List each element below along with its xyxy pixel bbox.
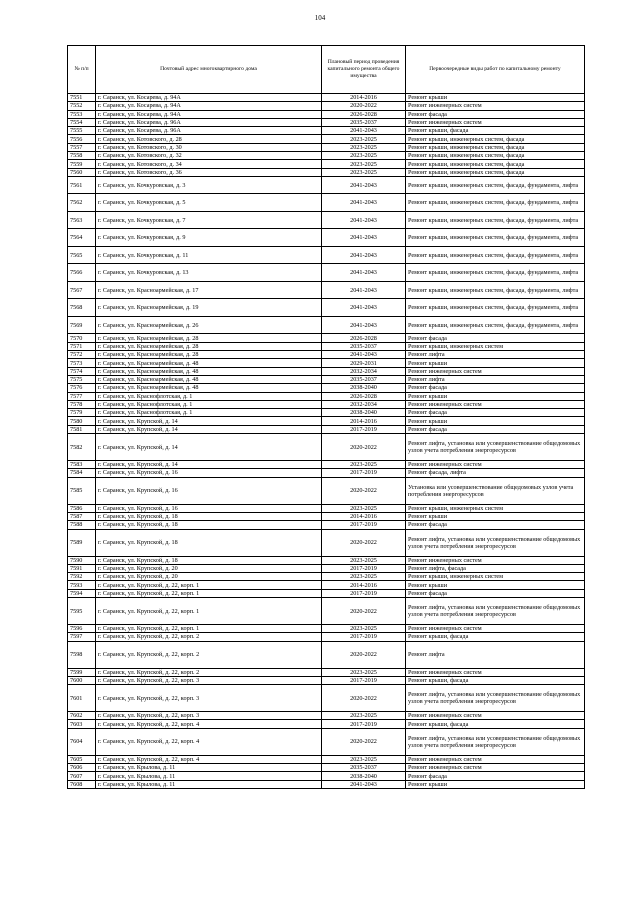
row-address: г. Саранск, ул. Крупской, д. 14 bbox=[96, 461, 322, 469]
row-works: Ремонт лифта, установка или усовершенствование общедомовых узлов учета потребления энергоресурсов bbox=[406, 434, 585, 461]
row-number: 7553 bbox=[68, 110, 96, 118]
row-period: 2041-2043 bbox=[322, 211, 406, 229]
table-row bbox=[68, 461, 585, 469]
row-address: г. Саранск, ул. Крупской, д. 16 bbox=[96, 477, 322, 504]
row-works: Ремонт фасада bbox=[406, 334, 585, 342]
row-period: 2017-2019 bbox=[322, 564, 406, 572]
row-address: г. Саранск, ул. Краснофлотская, д. 1 bbox=[96, 400, 322, 408]
row-works: Ремонт инженерных систем bbox=[406, 764, 585, 772]
row-works: Ремонт крыши, инженерных систем, фасада, фундамента, лифта bbox=[406, 316, 585, 334]
row-address: г. Саранск, ул. Красноармейская, д. 28 bbox=[96, 351, 322, 359]
row-period: 2026-2028 bbox=[322, 334, 406, 342]
row-number: 7573 bbox=[68, 359, 96, 367]
row-address: г. Саранск, ул. Крупской, д. 22, корп. 4 bbox=[96, 728, 322, 755]
row-number: 7586 bbox=[68, 504, 96, 512]
table-row bbox=[68, 469, 585, 477]
row-address: г. Саранск, ул. Красноармейская, д. 48 bbox=[96, 375, 322, 383]
table-row bbox=[68, 409, 585, 417]
row-period: 2017-2019 bbox=[322, 521, 406, 529]
table-row bbox=[68, 755, 585, 763]
table-row bbox=[68, 168, 585, 176]
row-number: 7567 bbox=[68, 281, 96, 299]
table-row bbox=[68, 504, 585, 512]
row-number: 7557 bbox=[68, 143, 96, 151]
row-address: г. Саранск, ул. Кочкуровская, д. 3 bbox=[96, 176, 322, 194]
row-works: Ремонт фасада bbox=[406, 589, 585, 597]
row-number: 7578 bbox=[68, 400, 96, 408]
row-number: 7604 bbox=[68, 728, 96, 755]
row-works: Ремонт крыши, инженерных систем, фасада, фундамента, лифта bbox=[406, 176, 585, 194]
row-address: г. Саранск, ул. Котовского, д. 36 bbox=[96, 168, 322, 176]
row-number: 7554 bbox=[68, 118, 96, 126]
table-header-row bbox=[68, 46, 585, 94]
row-works: Ремонт крыши bbox=[406, 94, 585, 102]
row-period: 2017-2019 bbox=[322, 720, 406, 728]
row-period: 2038-2040 bbox=[322, 772, 406, 780]
row-period: 2035-2037 bbox=[322, 118, 406, 126]
table-row bbox=[68, 772, 585, 780]
row-number: 7569 bbox=[68, 316, 96, 334]
table-row bbox=[68, 564, 585, 572]
row-period: 2020-2022 bbox=[322, 685, 406, 712]
table-row bbox=[68, 118, 585, 126]
row-period: 2035-2037 bbox=[322, 764, 406, 772]
row-number: 7585 bbox=[68, 477, 96, 504]
capital-repair-table bbox=[67, 45, 585, 789]
row-works: Ремонт крыши, инженерных систем, фасада, фундамента, лифта bbox=[406, 264, 585, 282]
row-address: г. Саранск, ул. Косарева, д. 96А bbox=[96, 127, 322, 135]
table-row bbox=[68, 521, 585, 529]
row-period: 2041-2043 bbox=[322, 246, 406, 264]
row-works: Ремонт крыши, фасада bbox=[406, 127, 585, 135]
row-works: Ремонт фасада bbox=[406, 110, 585, 118]
row-address: г. Саранск, ул. Крупской, д. 22, корп. 2 bbox=[96, 668, 322, 676]
row-works: Ремонт фасада bbox=[406, 772, 585, 780]
row-period: 2026-2028 bbox=[322, 110, 406, 118]
row-period: 2041-2043 bbox=[322, 264, 406, 282]
row-number: 7599 bbox=[68, 668, 96, 676]
row-address: г. Саранск, ул. Крупской, д. 22, корп. 3 bbox=[96, 685, 322, 712]
row-works: Ремонт крыши bbox=[406, 392, 585, 400]
row-number: 7559 bbox=[68, 160, 96, 168]
table-row bbox=[68, 676, 585, 684]
row-address: г. Саранск, ул. Кочкуровская, д. 11 bbox=[96, 246, 322, 264]
row-address: г. Саранск, ул. Крупской, д. 18 bbox=[96, 521, 322, 529]
row-works: Ремонт лифта bbox=[406, 375, 585, 383]
table-row bbox=[68, 384, 585, 392]
row-works: Ремонт крыши, инженерных систем, фасада, фундамента, лифта bbox=[406, 211, 585, 229]
row-number: 7566 bbox=[68, 264, 96, 282]
row-number: 7552 bbox=[68, 102, 96, 110]
table-row bbox=[68, 229, 585, 247]
row-address: г. Саранск, ул. Кочкуровская, д. 5 bbox=[96, 194, 322, 212]
table-row bbox=[68, 417, 585, 425]
row-period: 2041-2043 bbox=[322, 299, 406, 317]
table-row bbox=[68, 194, 585, 212]
row-works: Ремонт инженерных систем bbox=[406, 625, 585, 633]
row-works: Ремонт инженерных систем bbox=[406, 668, 585, 676]
page-number: 104 bbox=[314, 14, 326, 22]
row-address: г. Саранск, ул. Косарева, д. 94А bbox=[96, 94, 322, 102]
row-number: 7608 bbox=[68, 780, 96, 788]
row-address: г. Саранск, ул. Крупской, д. 22, корп. 2 bbox=[96, 633, 322, 641]
row-period: 2017-2019 bbox=[322, 676, 406, 684]
row-number: 7563 bbox=[68, 211, 96, 229]
row-address: г. Саранск, ул. Красноармейская, д. 28 bbox=[96, 342, 322, 350]
row-works: Ремонт инженерных систем bbox=[406, 755, 585, 763]
row-period: 2020-2022 bbox=[322, 641, 406, 668]
row-period: 2023-2025 bbox=[322, 712, 406, 720]
row-number: 7605 bbox=[68, 755, 96, 763]
row-number: 7565 bbox=[68, 246, 96, 264]
row-number: 7587 bbox=[68, 512, 96, 520]
table-row bbox=[68, 780, 585, 788]
row-works: Ремонт крыши bbox=[406, 780, 585, 788]
row-period: 2041-2043 bbox=[322, 351, 406, 359]
row-period: 2032-2034 bbox=[322, 400, 406, 408]
table-row bbox=[68, 512, 585, 520]
row-number: 7602 bbox=[68, 712, 96, 720]
table-row bbox=[68, 367, 585, 375]
row-number: 7589 bbox=[68, 529, 96, 556]
header-period: Плановый период проведения капитального ремонта общего имущества bbox=[322, 46, 406, 94]
row-period: 2032-2034 bbox=[322, 367, 406, 375]
table-row bbox=[68, 434, 585, 461]
row-number: 7597 bbox=[68, 633, 96, 641]
row-number: 7575 bbox=[68, 375, 96, 383]
row-number: 7590 bbox=[68, 556, 96, 564]
table-row bbox=[68, 625, 585, 633]
row-address: г. Саранск, ул. Крылова, д. 11 bbox=[96, 780, 322, 788]
row-period: 2020-2022 bbox=[322, 434, 406, 461]
row-period: 2017-2019 bbox=[322, 469, 406, 477]
row-number: 7596 bbox=[68, 625, 96, 633]
row-number: 7551 bbox=[68, 94, 96, 102]
row-number: 7572 bbox=[68, 351, 96, 359]
row-address: г. Саранск, ул. Крупской, д. 16 bbox=[96, 469, 322, 477]
table-row bbox=[68, 334, 585, 342]
row-works: Ремонт крыши, инженерных систем, фасада bbox=[406, 135, 585, 143]
row-period: 2041-2043 bbox=[322, 780, 406, 788]
row-period: 2020-2022 bbox=[322, 529, 406, 556]
row-period: 2017-2019 bbox=[322, 633, 406, 641]
row-address: г. Саранск, ул. Красноармейская, д. 17 bbox=[96, 281, 322, 299]
row-number: 7576 bbox=[68, 384, 96, 392]
row-number: 7574 bbox=[68, 367, 96, 375]
row-period: 2020-2022 bbox=[322, 477, 406, 504]
row-address: г. Саранск, ул. Крупской, д. 22, корп. 4 bbox=[96, 720, 322, 728]
header-address: Почтовый адрес многоквартирного дома bbox=[96, 46, 322, 94]
row-address: г. Саранск, ул. Крупской, д. 20 bbox=[96, 564, 322, 572]
table-row bbox=[68, 152, 585, 160]
row-works: Ремонт фасада bbox=[406, 521, 585, 529]
row-address: г. Саранск, ул. Котовского, д. 34 bbox=[96, 160, 322, 168]
row-address: г. Саранск, ул. Краснофлотская, д. 1 bbox=[96, 409, 322, 417]
table-row bbox=[68, 281, 585, 299]
row-period: 2023-2025 bbox=[322, 160, 406, 168]
row-works: Ремонт лифта, фасада bbox=[406, 564, 585, 572]
row-address: г. Саранск, ул. Крупской, д. 22, корп. 1 bbox=[96, 625, 322, 633]
row-number: 7582 bbox=[68, 434, 96, 461]
table-row bbox=[68, 477, 585, 504]
table-row bbox=[68, 342, 585, 350]
table-row bbox=[68, 556, 585, 564]
row-works: Ремонт крыши bbox=[406, 581, 585, 589]
row-address: г. Саранск, ул. Крупской, д. 14 bbox=[96, 434, 322, 461]
table-row bbox=[68, 211, 585, 229]
row-period: 2014-2016 bbox=[322, 94, 406, 102]
row-address: г. Саранск, ул. Крылова, д. 11 bbox=[96, 772, 322, 780]
table-row bbox=[68, 589, 585, 597]
row-works: Ремонт крыши, инженерных систем, фасада, фундамента, лифта bbox=[406, 194, 585, 212]
row-works: Ремонт лифта bbox=[406, 351, 585, 359]
row-period: 2041-2043 bbox=[322, 127, 406, 135]
row-address: г. Саранск, ул. Крупской, д. 22, корп. 3 bbox=[96, 676, 322, 684]
row-number: 7600 bbox=[68, 676, 96, 684]
row-number: 7606 bbox=[68, 764, 96, 772]
row-address: г. Саранск, ул. Красноармейская, д. 26 bbox=[96, 316, 322, 334]
row-address: г. Саранск, ул. Косарева, д. 94А bbox=[96, 110, 322, 118]
table-row bbox=[68, 400, 585, 408]
row-works: Ремонт лифта, установка или усовершенствование общедомовых узлов учета потребления энергоресурсов bbox=[406, 529, 585, 556]
row-works: Ремонт крыши, инженерных систем bbox=[406, 504, 585, 512]
row-number: 7564 bbox=[68, 229, 96, 247]
row-period: 2020-2022 bbox=[322, 598, 406, 625]
row-number: 7593 bbox=[68, 581, 96, 589]
table-row bbox=[68, 668, 585, 676]
table-row bbox=[68, 728, 585, 755]
row-works: Ремонт крыши, инженерных систем, фасада, фундамента, лифта bbox=[406, 229, 585, 247]
row-address: г. Саранск, ул. Крупской, д. 22, корп. 1 bbox=[96, 598, 322, 625]
row-works: Ремонт крыши bbox=[406, 417, 585, 425]
row-period: 2041-2043 bbox=[322, 316, 406, 334]
row-works: Ремонт крыши, фасада bbox=[406, 676, 585, 684]
table-row bbox=[68, 246, 585, 264]
row-works: Ремонт лифта bbox=[406, 641, 585, 668]
row-period: 2023-2025 bbox=[322, 143, 406, 151]
row-address: г. Саранск, ул. Красноармейская, д. 48 bbox=[96, 367, 322, 375]
row-address: г. Саранск, ул. Крупской, д. 16 bbox=[96, 504, 322, 512]
row-period: 2023-2025 bbox=[322, 755, 406, 763]
table-row bbox=[68, 299, 585, 317]
table-row bbox=[68, 573, 585, 581]
row-address: г. Саранск, ул. Крупской, д. 22, корп. 3 bbox=[96, 712, 322, 720]
row-address: г. Саранск, ул. Красноармейская, д. 28 bbox=[96, 334, 322, 342]
row-address: г. Саранск, ул. Крупской, д. 14 bbox=[96, 417, 322, 425]
row-works: Ремонт инженерных систем bbox=[406, 712, 585, 720]
row-works: Ремонт крыши, инженерных систем, фасада bbox=[406, 152, 585, 160]
table-row bbox=[68, 685, 585, 712]
row-period: 2020-2022 bbox=[322, 102, 406, 110]
row-number: 7579 bbox=[68, 409, 96, 417]
row-period: 2038-2040 bbox=[322, 384, 406, 392]
table-row bbox=[68, 351, 585, 359]
row-works: Ремонт фасада bbox=[406, 409, 585, 417]
row-works: Ремонт крыши, инженерных систем, фасада, фундамента, лифта bbox=[406, 281, 585, 299]
table-row bbox=[68, 176, 585, 194]
row-period: 2020-2022 bbox=[322, 728, 406, 755]
row-address: г. Саранск, ул. Краснофлотская, д. 1 bbox=[96, 392, 322, 400]
row-works: Ремонт инженерных систем bbox=[406, 367, 585, 375]
row-address: г. Саранск, ул. Красноармейская, д. 19 bbox=[96, 299, 322, 317]
table-row bbox=[68, 375, 585, 383]
row-address: г. Саранск, ул. Крупской, д. 22, корп. 4 bbox=[96, 755, 322, 763]
row-number: 7595 bbox=[68, 598, 96, 625]
table-row bbox=[68, 110, 585, 118]
row-period: 2035-2037 bbox=[322, 342, 406, 350]
row-period: 2014-2016 bbox=[322, 512, 406, 520]
row-number: 7588 bbox=[68, 521, 96, 529]
row-works: Ремонт крыши, инженерных систем, фасада, фундамента, лифта bbox=[406, 299, 585, 317]
table-row bbox=[68, 633, 585, 641]
row-address: г. Саранск, ул. Крупской, д. 18 bbox=[96, 556, 322, 564]
row-period: 2023-2025 bbox=[322, 152, 406, 160]
row-works: Ремонт крыши bbox=[406, 359, 585, 367]
row-period: 2023-2025 bbox=[322, 135, 406, 143]
table-row bbox=[68, 581, 585, 589]
table-body bbox=[68, 94, 585, 789]
table-row bbox=[68, 712, 585, 720]
row-period: 2041-2043 bbox=[322, 229, 406, 247]
row-works: Ремонт крыши bbox=[406, 512, 585, 520]
row-period: 2017-2019 bbox=[322, 425, 406, 433]
row-works: Ремонт инженерных систем bbox=[406, 118, 585, 126]
table-row bbox=[68, 529, 585, 556]
row-works: Ремонт лифта, установка или усовершенствование общедомовых узлов учета потребления энергоресурсов bbox=[406, 728, 585, 755]
row-address: г. Саранск, ул. Крупской, д. 22, корп. 1 bbox=[96, 589, 322, 597]
row-number: 7581 bbox=[68, 425, 96, 433]
row-address: г. Саранск, ул. Крупской, д. 22, корп. 1 bbox=[96, 581, 322, 589]
row-address: г. Саранск, ул. Крупской, д. 22, корп. 2 bbox=[96, 641, 322, 668]
row-works: Ремонт фасада bbox=[406, 425, 585, 433]
row-works: Ремонт фасада, лифта bbox=[406, 469, 585, 477]
row-works: Ремонт инженерных систем bbox=[406, 400, 585, 408]
row-period: 2023-2025 bbox=[322, 504, 406, 512]
row-number: 7584 bbox=[68, 469, 96, 477]
table-row bbox=[68, 392, 585, 400]
row-address: г. Саранск, ул. Котовского, д. 28 bbox=[96, 135, 322, 143]
row-period: 2023-2025 bbox=[322, 556, 406, 564]
row-number: 7583 bbox=[68, 461, 96, 469]
row-address: г. Саранск, ул. Крылова, д. 11 bbox=[96, 764, 322, 772]
row-address: г. Саранск, ул. Косарева, д. 94А bbox=[96, 102, 322, 110]
row-period: 2026-2028 bbox=[322, 392, 406, 400]
row-period: 2038-2040 bbox=[322, 409, 406, 417]
row-address: г. Саранск, ул. Кочкуровская, д. 13 bbox=[96, 264, 322, 282]
table-row bbox=[68, 764, 585, 772]
table-row bbox=[68, 264, 585, 282]
table-row bbox=[68, 102, 585, 110]
row-works: Ремонт инженерных систем bbox=[406, 556, 585, 564]
table-row bbox=[68, 135, 585, 143]
table-row bbox=[68, 127, 585, 135]
row-number: 7561 bbox=[68, 176, 96, 194]
row-works: Установка или усовершенствование общедомовых узлов учета потребления энергоресурсов bbox=[406, 477, 585, 504]
row-number: 7594 bbox=[68, 589, 96, 597]
row-period: 2017-2019 bbox=[322, 589, 406, 597]
row-address: г. Саранск, ул. Котовского, д. 32 bbox=[96, 152, 322, 160]
header-works: Первоочередные виды работ по капитальному ремонту bbox=[406, 46, 585, 94]
row-number: 7607 bbox=[68, 772, 96, 780]
row-works: Ремонт крыши, фасада bbox=[406, 720, 585, 728]
row-works: Ремонт крыши, инженерных систем, фасада bbox=[406, 160, 585, 168]
table-row bbox=[68, 720, 585, 728]
row-address: г. Саранск, ул. Кочкуровская, д. 9 bbox=[96, 229, 322, 247]
table-row bbox=[68, 160, 585, 168]
table-row bbox=[68, 94, 585, 102]
row-works: Ремонт крыши, инженерных систем, фасада, фундамента, лифта bbox=[406, 246, 585, 264]
row-works: Ремонт крыши, инженерных систем bbox=[406, 573, 585, 581]
row-period: 2023-2025 bbox=[322, 573, 406, 581]
row-period: 2041-2043 bbox=[322, 281, 406, 299]
row-number: 7555 bbox=[68, 127, 96, 135]
table-row bbox=[68, 359, 585, 367]
row-number: 7562 bbox=[68, 194, 96, 212]
row-period: 2041-2043 bbox=[322, 194, 406, 212]
row-works: Ремонт инженерных систем bbox=[406, 461, 585, 469]
row-number: 7601 bbox=[68, 685, 96, 712]
row-period: 2014-2016 bbox=[322, 417, 406, 425]
table-row bbox=[68, 641, 585, 668]
row-number: 7577 bbox=[68, 392, 96, 400]
row-number: 7560 bbox=[68, 168, 96, 176]
row-works: Ремонт крыши, инженерных систем, фасада bbox=[406, 168, 585, 176]
row-number: 7592 bbox=[68, 573, 96, 581]
row-period: 2023-2025 bbox=[322, 625, 406, 633]
row-works: Ремонт крыши, инженерных систем, фасада bbox=[406, 143, 585, 151]
row-works: Ремонт крыши, инженерных систем bbox=[406, 342, 585, 350]
row-number: 7603 bbox=[68, 720, 96, 728]
row-period: 2041-2043 bbox=[322, 176, 406, 194]
row-works: Ремонт инженерных систем bbox=[406, 102, 585, 110]
row-number: 7570 bbox=[68, 334, 96, 342]
table-row bbox=[68, 143, 585, 151]
row-number: 7568 bbox=[68, 299, 96, 317]
row-works: Ремонт лифта, установка или усовершенствование общедомовых узлов учета потребления энергоресурсов bbox=[406, 685, 585, 712]
row-number: 7556 bbox=[68, 135, 96, 143]
row-works: Ремонт фасада bbox=[406, 384, 585, 392]
row-address: г. Саранск, ул. Крупской, д. 20 bbox=[96, 573, 322, 581]
table-row bbox=[68, 316, 585, 334]
table-row bbox=[68, 598, 585, 625]
row-number: 7558 bbox=[68, 152, 96, 160]
row-period: 2023-2025 bbox=[322, 461, 406, 469]
row-address: г. Саранск, ул. Кочкуровская, д. 7 bbox=[96, 211, 322, 229]
row-number: 7580 bbox=[68, 417, 96, 425]
row-period: 2023-2025 bbox=[322, 168, 406, 176]
row-number: 7598 bbox=[68, 641, 96, 668]
row-address: г. Саранск, ул. Красноармейская, д. 48 bbox=[96, 359, 322, 367]
row-address: г. Саранск, ул. Красноармейская, д. 48 bbox=[96, 384, 322, 392]
row-number: 7571 bbox=[68, 342, 96, 350]
row-period: 2023-2025 bbox=[322, 668, 406, 676]
row-number: 7591 bbox=[68, 564, 96, 572]
row-address: г. Саранск, ул. Крупской, д. 18 bbox=[96, 529, 322, 556]
row-period: 2035-2037 bbox=[322, 375, 406, 383]
row-address: г. Саранск, ул. Крупской, д. 18 bbox=[96, 512, 322, 520]
row-works: Ремонт крыши, фасада bbox=[406, 633, 585, 641]
header-number: № п/п bbox=[68, 46, 96, 94]
row-address: г. Саранск, ул. Котовского, д. 30 bbox=[96, 143, 322, 151]
row-period: 2029-2031 bbox=[322, 359, 406, 367]
row-period: 2014-2016 bbox=[322, 581, 406, 589]
row-address: г. Саранск, ул. Крупской, д. 14 bbox=[96, 425, 322, 433]
row-address: г. Саранск, ул. Косарева, д. 96А bbox=[96, 118, 322, 126]
row-works: Ремонт лифта, установка или усовершенствование общедомовых узлов учета потребления энергоресурсов bbox=[406, 598, 585, 625]
table-row bbox=[68, 425, 585, 433]
